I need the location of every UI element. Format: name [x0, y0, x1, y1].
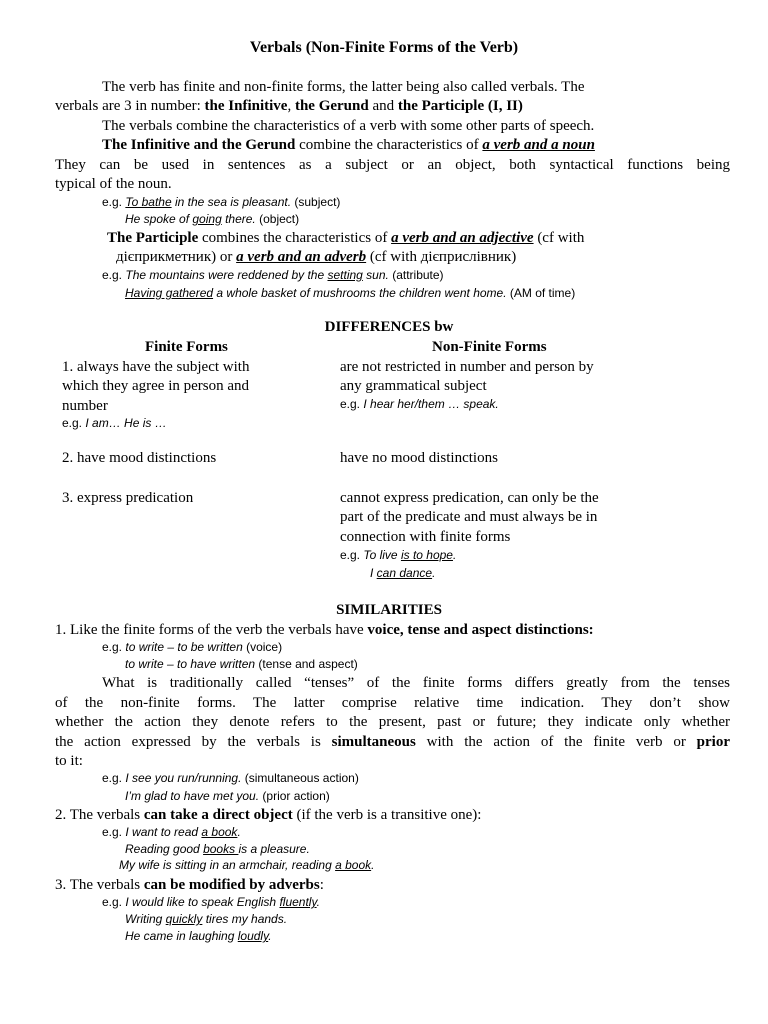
example-line: Writing quickly tires my hands.: [125, 912, 288, 926]
example-line: e.g. The mountains were reddened by the setting sun. (attribute): [102, 268, 444, 282]
non-finite-row-1-line: are not restricted in number and person by: [340, 359, 594, 375]
intro-line-5: They can be used in sentences as a subject or an object, both syntactical functions being: [55, 157, 730, 173]
example-line: Having gathered a whole basket of mushrooms the children went home. (AM of time): [125, 286, 576, 300]
participle-line-2: дієприкметник) or a verb and an adverb (cf with дієприслівник): [116, 249, 517, 265]
non-finite-row-3-example: I can dance.: [370, 566, 436, 580]
non-finite-row-3-line: part of the predicate and must always be in: [340, 509, 598, 525]
example-line: e.g. to write – to be written (voice): [102, 640, 283, 654]
finite-row-3: 3. express predication: [62, 490, 194, 506]
column-header-finite: Finite Forms: [145, 339, 228, 355]
similarity-3: 3. The verbals can be modified by adverbs:: [55, 877, 324, 893]
example-line: e.g. To bathe in the sea is pleasant. (subject): [102, 195, 341, 209]
intro-line-4: The Infinitive and the Gerund combine the characteristics of a verb and a noun: [102, 137, 595, 153]
intro-line-6: typical of the noun.: [55, 176, 172, 192]
non-finite-row-1-example: e.g. I hear her/them … speak.: [340, 397, 499, 411]
finite-row-1-example: e.g. I am… He is …: [62, 416, 167, 430]
example-line: He spoke of going there. (object): [125, 212, 300, 226]
page-title: Verbals (Non-Finite Forms of the Verb): [249, 39, 519, 56]
example-line: My wife is sitting in an armchair, reading a book.: [119, 858, 375, 872]
similarity-2: 2. The verbals can take a direct object (if the verb is a transitive one):: [55, 807, 482, 823]
tenses-line-5: to it:: [55, 753, 83, 769]
tenses-line-2: of the non-finite forms. The latter comprise relative time indication. They don’t show: [55, 695, 730, 711]
finite-row-1-line: number: [62, 398, 108, 414]
intro-line-1: The verb has finite and non-finite forms, the latter being also called verbals. The: [102, 79, 585, 95]
column-header-non-finite: Non-Finite Forms: [432, 339, 547, 355]
example-line: to write – to have written (tense and aspect): [125, 657, 358, 671]
similarity-1: 1. Like the finite forms of the verb the verbals have voice, tense and aspect distinctions:: [55, 622, 594, 638]
example-line: e.g. I see you run/running. (simultaneous action): [102, 771, 359, 785]
example-line: He came in laughing loudly.: [125, 929, 272, 943]
example-line: e.g. I would like to speak English fluently.: [102, 895, 320, 909]
non-finite-row-3-line: connection with finite forms: [340, 529, 511, 545]
example-line: I’m glad to have met you. (prior action): [125, 789, 330, 803]
non-finite-row-1-line: any grammatical subject: [340, 378, 487, 394]
participle-line-1: The Participle combines the characteristics of a verb and an adjective (cf with: [107, 230, 585, 246]
tenses-line-4: the action expressed by the verbals is simultaneous with the action of the finite verb or prior: [55, 734, 730, 750]
intro-line-3: The verbals combine the characteristics of a verb with some other parts of speech.: [102, 118, 595, 134]
non-finite-row-2: have no mood distinctions: [340, 450, 498, 466]
finite-row-2: 2. have mood distinctions: [62, 450, 217, 466]
intro-line-2: verbals are 3 in number: the Infinitive, the Gerund and the Participle (I, II): [55, 98, 523, 114]
similarities-heading: SIMILARITIES: [336, 602, 442, 618]
non-finite-row-3-line: cannot express predication, can only be the: [340, 490, 599, 506]
example-line: Reading good books is a pleasure.: [125, 842, 310, 856]
tenses-line-1: What is traditionally called “tenses” of the finite forms differs greatly from the tenses: [102, 675, 730, 691]
differences-heading: DIFFERENCES bw: [324, 319, 454, 335]
non-finite-row-3-example: e.g. To live is to hope.: [340, 548, 457, 562]
finite-row-1-line: which they agree in person and: [62, 378, 250, 394]
tenses-line-3: whether the action they denote refers to the present, past or future; they indicate only whether: [55, 714, 730, 730]
finite-row-1-line: 1. always have the subject with: [62, 359, 250, 375]
example-line: e.g. I want to read a book.: [102, 825, 241, 839]
